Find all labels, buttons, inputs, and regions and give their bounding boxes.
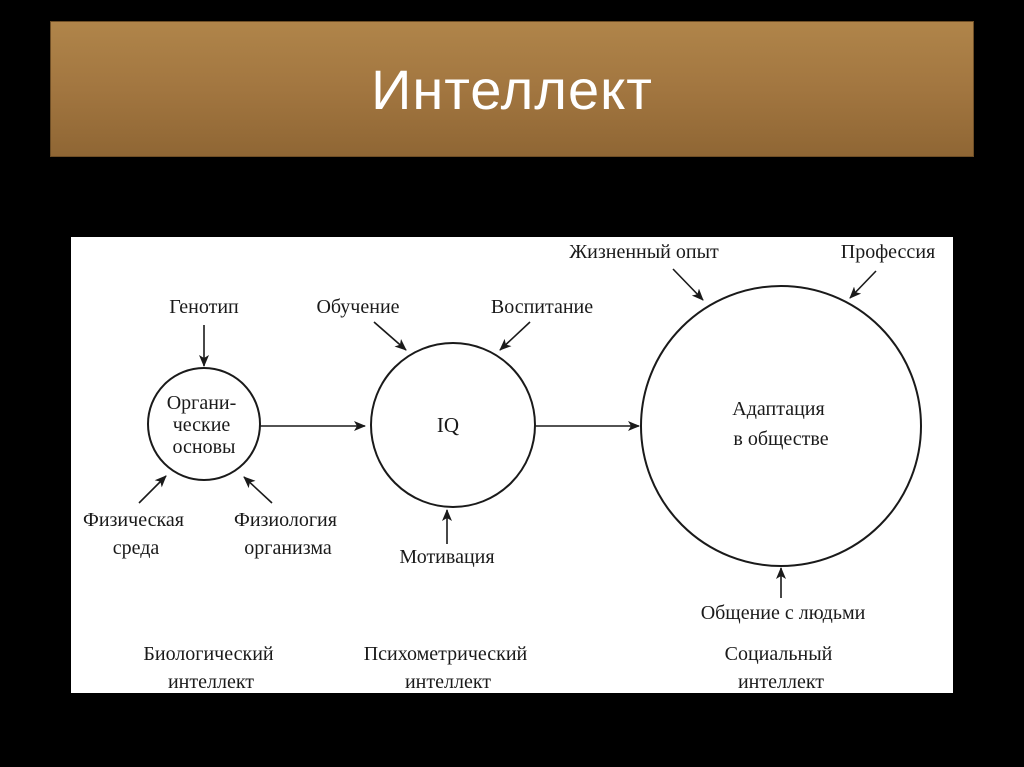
social-node-line-1: Адаптация bbox=[732, 398, 825, 420]
physical-env-label bbox=[83, 509, 189, 559]
bio-node-label bbox=[167, 392, 242, 458]
psychometric-caption bbox=[364, 643, 533, 693]
social-caption-line-1: Социальный bbox=[724, 643, 833, 665]
bio-node-line-3: основы bbox=[172, 436, 236, 458]
genotype-label: Генотип bbox=[169, 296, 239, 318]
social-caption-line-2: интеллект bbox=[737, 671, 825, 693]
social-caption bbox=[725, 643, 838, 693]
physiology-line-2: организма bbox=[244, 537, 332, 559]
physical-env-arrow bbox=[139, 476, 166, 503]
psychometric-caption-line-2: интеллект bbox=[404, 671, 492, 693]
life-experience-label: Жизненный опыт bbox=[569, 241, 719, 263]
biological-caption-line-2: интеллект bbox=[167, 671, 255, 693]
communication-label: Общение с людьми bbox=[700, 602, 866, 624]
social-node-line-2: в обществе bbox=[733, 428, 829, 450]
iq-node-label: IQ bbox=[436, 413, 460, 437]
physiology-line-1: Физиология bbox=[234, 509, 337, 531]
upbringing-arrow bbox=[500, 322, 530, 350]
learning-arrow bbox=[374, 322, 406, 350]
learning-label: Обучение bbox=[316, 296, 400, 318]
slide-title: Интеллект bbox=[371, 57, 653, 121]
profession-arrow bbox=[850, 271, 876, 298]
biological-caption-line-1: Биологический bbox=[143, 643, 274, 665]
physical-env-line-1: Физическая bbox=[83, 509, 184, 531]
motivation-label: Мотивация bbox=[399, 546, 495, 568]
physiology-label bbox=[234, 509, 342, 559]
social-node-label bbox=[732, 398, 829, 450]
intellect-diagram bbox=[71, 237, 953, 693]
social-circle bbox=[641, 286, 921, 566]
life-experience-arrow bbox=[673, 269, 703, 300]
physical-env-line-2: среда bbox=[112, 537, 160, 559]
title-bar bbox=[50, 21, 974, 157]
diagram-panel bbox=[71, 237, 953, 693]
physiology-arrow bbox=[244, 477, 272, 503]
upbringing-label: Воспитание bbox=[490, 296, 594, 318]
profession-label: Профессия bbox=[840, 241, 936, 263]
bio-node-line-1: Органи- bbox=[166, 392, 237, 414]
biological-caption bbox=[143, 643, 278, 693]
psychometric-caption-line-1: Психометрический bbox=[363, 643, 528, 665]
bio-node-line-2: ческие bbox=[172, 414, 231, 436]
